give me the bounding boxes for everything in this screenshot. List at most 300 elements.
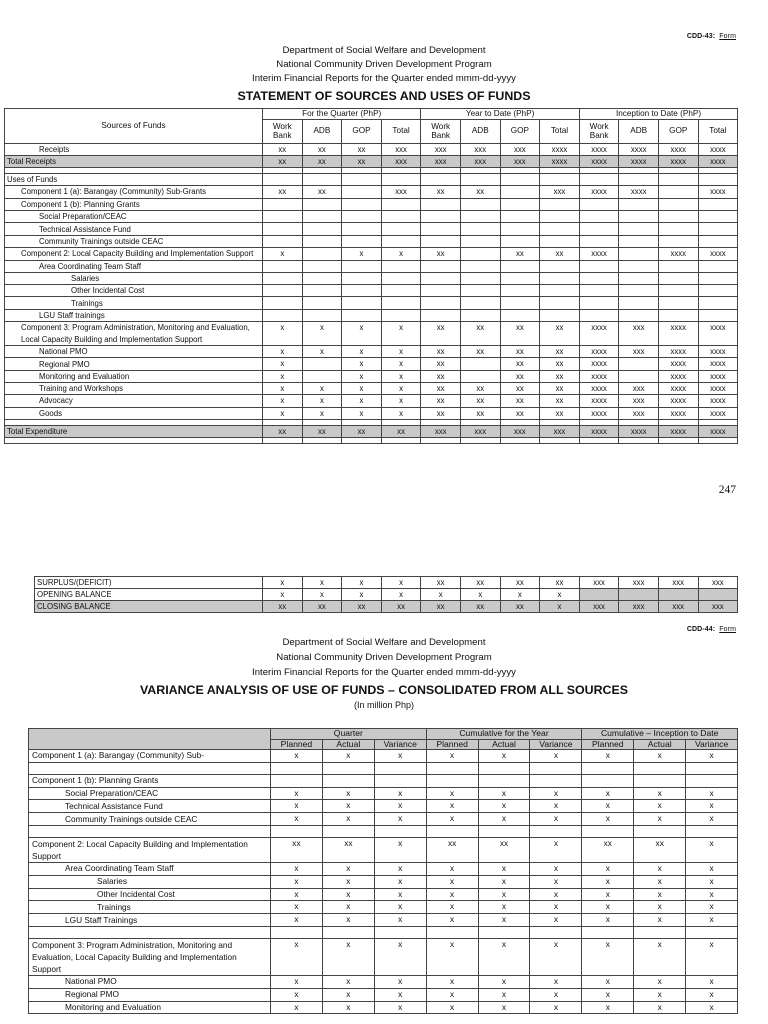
value-cell: x <box>374 938 426 975</box>
value-cell: xx <box>421 382 461 394</box>
value-cell <box>698 309 738 321</box>
value-cell: x <box>634 975 686 988</box>
value-cell: xx <box>460 186 500 199</box>
value-cell: xxx <box>421 425 461 437</box>
table-row <box>5 211 738 223</box>
value-cell <box>619 285 659 297</box>
value-cell: x <box>263 382 303 394</box>
value-cell <box>698 272 738 284</box>
value-cell <box>698 285 738 297</box>
row-label: Goods <box>5 407 263 419</box>
value-cell: xxxx <box>658 358 698 370</box>
empty-cell <box>478 825 530 837</box>
value-cell: x <box>582 862 634 875</box>
empty-cell <box>381 438 421 444</box>
value-cell <box>698 198 738 210</box>
value-cell <box>698 589 738 601</box>
row-label: Salaries <box>29 875 271 888</box>
subcol-header: GOP <box>658 119 698 143</box>
value-cell: xx <box>302 143 342 155</box>
value-cell: x <box>634 901 686 914</box>
value-cell <box>579 235 619 247</box>
value-cell: x <box>582 975 634 988</box>
value-cell: xxx <box>540 425 580 437</box>
empty-cell <box>634 762 686 774</box>
value-cell: x <box>426 862 478 875</box>
value-cell: x <box>302 346 342 358</box>
value-cell: x <box>322 888 374 901</box>
value-cell: x <box>530 988 582 1001</box>
value-cell <box>579 260 619 272</box>
value-cell <box>302 370 342 382</box>
value-cell: xxx <box>460 155 500 167</box>
subcol-header: GOP <box>500 119 540 143</box>
value-cell: xx <box>263 143 303 155</box>
value-cell <box>421 272 461 284</box>
variance-subtitle: (In million Php) <box>353 700 415 710</box>
value-cell <box>302 198 342 210</box>
value-cell: x <box>263 322 303 346</box>
value-cell <box>658 235 698 247</box>
value-cell: xxxx <box>698 382 738 394</box>
balances-table <box>34 576 738 613</box>
group-header-ytd: Year to Date (PhP) <box>421 109 579 120</box>
subcol-header: ADB <box>302 119 342 143</box>
subcol-header: Variance <box>686 739 738 750</box>
value-cell <box>500 285 540 297</box>
value-cell <box>381 211 421 223</box>
value-cell: x <box>540 601 580 613</box>
value-cell: x <box>381 395 421 407</box>
table-row <box>29 888 738 901</box>
value-cell: x <box>271 787 323 800</box>
value-cell: x <box>530 914 582 927</box>
table-row <box>5 285 738 297</box>
value-cell: x <box>478 888 530 901</box>
value-cell: xxxx <box>658 155 698 167</box>
subcol-header: Total <box>381 119 421 143</box>
value-cell: x <box>426 1001 478 1014</box>
value-cell: x <box>634 1001 686 1014</box>
value-cell: xxx <box>421 155 461 167</box>
value-cell <box>421 309 461 321</box>
header-line-1: Department of Social Welfare and Development <box>282 637 486 648</box>
value-cell <box>698 260 738 272</box>
form-link[interactable]: Form <box>719 626 736 633</box>
value-cell: xx <box>342 601 382 613</box>
value-cell <box>421 174 461 186</box>
value-cell: x <box>478 988 530 1001</box>
value-cell <box>460 248 500 261</box>
value-cell: x <box>530 787 582 800</box>
value-cell <box>619 297 659 309</box>
statement-title: STATEMENT OF SOURCES AND USES OF FUNDS <box>237 89 531 103</box>
value-cell: x <box>374 813 426 826</box>
value-cell: x <box>478 862 530 875</box>
value-cell: xx <box>460 322 500 346</box>
value-cell: xxx <box>500 143 540 155</box>
value-cell: x <box>374 988 426 1001</box>
value-cell <box>263 174 303 186</box>
empty-cell <box>540 438 580 444</box>
value-cell: xx <box>421 370 461 382</box>
value-cell: x <box>302 407 342 419</box>
empty-cell <box>421 438 461 444</box>
value-cell <box>460 260 500 272</box>
value-cell: xxxx <box>579 425 619 437</box>
row-label: CLOSING BALANCE <box>35 601 263 613</box>
value-cell: x <box>322 787 374 800</box>
empty-cell <box>374 926 426 938</box>
variance-table <box>28 728 738 1014</box>
value-cell: x <box>686 875 738 888</box>
variance-label-header <box>29 729 271 750</box>
value-cell: x <box>686 1001 738 1014</box>
value-cell: x <box>271 813 323 826</box>
value-cell: x <box>478 813 530 826</box>
value-cell: xxx <box>698 577 738 589</box>
value-cell: xx <box>634 837 686 862</box>
value-cell <box>698 223 738 235</box>
empty-cell <box>271 825 323 837</box>
value-cell: x <box>342 248 382 261</box>
value-cell <box>500 211 540 223</box>
value-cell <box>342 285 382 297</box>
value-cell: x <box>322 813 374 826</box>
table-row <box>5 248 738 261</box>
value-cell: xx <box>460 346 500 358</box>
value-cell: xx <box>500 248 540 261</box>
value-cell: xxxx <box>619 143 659 155</box>
value-cell <box>302 309 342 321</box>
table-row <box>5 186 738 199</box>
value-cell: xx <box>342 143 382 155</box>
value-cell: x <box>582 800 634 813</box>
value-cell: x <box>478 875 530 888</box>
value-cell: x <box>381 358 421 370</box>
form-code-label: CDD-43: <box>686 33 716 40</box>
value-cell <box>619 260 659 272</box>
value-cell: x <box>374 875 426 888</box>
value-cell <box>540 235 580 247</box>
value-cell: x <box>263 577 303 589</box>
value-cell: xx <box>421 346 461 358</box>
value-cell: x <box>426 875 478 888</box>
value-cell: xxxx <box>540 155 580 167</box>
value-cell: xxxx <box>698 155 738 167</box>
value-cell: x <box>271 938 323 975</box>
empty-cell <box>530 825 582 837</box>
value-cell: x <box>271 901 323 914</box>
table-row <box>29 825 738 837</box>
empty-cell <box>579 438 619 444</box>
value-cell: x <box>530 837 582 862</box>
table-row <box>29 774 738 787</box>
table-row <box>5 322 738 346</box>
value-cell: x <box>271 750 323 763</box>
row-label: Trainings <box>5 297 263 309</box>
value-cell <box>263 211 303 223</box>
value-cell <box>460 198 500 210</box>
value-cell <box>658 309 698 321</box>
subcol-header: Actual <box>478 739 530 750</box>
value-cell: xx <box>540 382 580 394</box>
value-cell: xx <box>302 186 342 199</box>
value-cell <box>263 235 303 247</box>
table-row <box>29 1001 738 1014</box>
value-cell: x <box>342 346 382 358</box>
empty-cell <box>530 762 582 774</box>
row-label: LGU Staff trainings <box>5 309 263 321</box>
subcol-header: GOP <box>342 119 382 143</box>
value-cell <box>634 774 686 787</box>
value-cell: xx <box>381 425 421 437</box>
empty-cell <box>374 825 426 837</box>
row-label: Trainings <box>29 901 271 914</box>
header-line-1: Department of Social Welfare and Development <box>282 45 486 56</box>
value-cell: xxxx <box>619 186 659 199</box>
value-cell: xx <box>426 837 478 862</box>
row-label: Component 3: Program Administration, Monitoring and Evaluation, Local Capacity Building and Implementation Support <box>5 322 263 346</box>
value-cell: x <box>426 988 478 1001</box>
value-cell <box>342 174 382 186</box>
value-cell: x <box>302 395 342 407</box>
subcol-header: Variance <box>374 739 426 750</box>
value-cell <box>302 272 342 284</box>
empty-cell <box>478 926 530 938</box>
value-cell: xx <box>582 837 634 862</box>
value-cell: x <box>263 370 303 382</box>
value-cell: x <box>634 988 686 1001</box>
value-cell: x <box>322 988 374 1001</box>
value-cell <box>381 174 421 186</box>
value-cell: x <box>271 800 323 813</box>
value-cell <box>381 260 421 272</box>
value-cell: xx <box>302 155 342 167</box>
value-cell: xx <box>342 425 382 437</box>
value-cell <box>500 198 540 210</box>
row-label: Social Preparation/CEAC <box>29 787 271 800</box>
value-cell <box>302 223 342 235</box>
empty-cell <box>29 926 271 938</box>
value-cell: x <box>322 914 374 927</box>
value-cell <box>658 223 698 235</box>
header-line-2: National Community Driven Development Program <box>276 59 492 70</box>
header-line-2: National Community Driven Development Program <box>276 652 492 663</box>
value-cell: xx <box>500 358 540 370</box>
value-cell: x <box>342 370 382 382</box>
value-cell: x <box>263 358 303 370</box>
value-cell: x <box>686 787 738 800</box>
value-cell: xxx <box>500 155 540 167</box>
value-cell: xx <box>500 346 540 358</box>
value-cell: xxxx <box>579 346 619 358</box>
value-cell <box>302 285 342 297</box>
value-cell <box>342 186 382 199</box>
value-cell: x <box>263 346 303 358</box>
value-cell: x <box>302 322 342 346</box>
value-cell: x <box>530 975 582 988</box>
value-cell: xx <box>500 382 540 394</box>
value-cell: x <box>686 750 738 763</box>
value-cell: x <box>634 787 686 800</box>
value-cell: xxx <box>579 601 619 613</box>
value-cell: xxx <box>619 395 659 407</box>
value-cell: x <box>582 901 634 914</box>
value-cell: xx <box>263 186 303 199</box>
value-cell <box>263 198 303 210</box>
row-label: Component 1 (a): Barangay (Community) Sub- <box>29 750 271 763</box>
row-label: Component 1 (a): Barangay (Community) Sub-Grants <box>5 186 263 199</box>
value-cell: x <box>478 1001 530 1014</box>
value-cell <box>619 174 659 186</box>
row-label: Total Expenditure <box>5 425 263 437</box>
value-cell <box>342 297 382 309</box>
value-cell: x <box>686 938 738 975</box>
value-cell: xxxx <box>658 425 698 437</box>
value-cell: x <box>478 938 530 975</box>
value-cell <box>381 198 421 210</box>
value-cell: xx <box>540 322 580 346</box>
table-row <box>29 938 738 975</box>
value-cell <box>658 260 698 272</box>
value-cell: x <box>634 938 686 975</box>
table-row <box>5 407 738 419</box>
value-cell: xx <box>421 577 461 589</box>
value-cell: xx <box>421 601 461 613</box>
value-cell: xx <box>302 601 342 613</box>
value-cell: x <box>374 862 426 875</box>
value-cell: xxx <box>381 143 421 155</box>
form-link[interactable]: Form <box>719 33 736 40</box>
value-cell: xxx <box>381 155 421 167</box>
value-cell: xx <box>540 358 580 370</box>
value-cell <box>540 223 580 235</box>
value-cell: x <box>686 975 738 988</box>
value-cell: xx <box>460 577 500 589</box>
value-cell <box>381 285 421 297</box>
empty-cell <box>478 762 530 774</box>
value-cell: x <box>530 862 582 875</box>
value-cell: xx <box>302 425 342 437</box>
empty-cell <box>634 825 686 837</box>
row-label: Area Coordinating Team Staff <box>5 260 263 272</box>
value-cell <box>381 223 421 235</box>
value-cell: xxxx <box>579 248 619 261</box>
value-cell <box>302 260 342 272</box>
value-cell: xxxx <box>619 425 659 437</box>
value-cell <box>579 198 619 210</box>
value-cell <box>540 211 580 223</box>
value-cell <box>658 297 698 309</box>
value-cell <box>342 260 382 272</box>
value-cell <box>619 309 659 321</box>
subcol-header: Work Bank <box>263 119 303 143</box>
value-cell: x <box>686 988 738 1001</box>
value-cell <box>421 235 461 247</box>
empty-cell <box>426 926 478 938</box>
value-cell: xx <box>540 248 580 261</box>
value-cell: x <box>582 750 634 763</box>
group-header-quarter: For the Quarter (PhP) <box>263 109 421 120</box>
value-cell: x <box>322 938 374 975</box>
row-label: Social Preparation/CEAC <box>5 211 263 223</box>
row-label: Component 1 (b): Planning Grants <box>5 198 263 210</box>
value-cell: x <box>342 382 382 394</box>
value-cell <box>460 272 500 284</box>
value-cell <box>619 370 659 382</box>
value-cell <box>579 285 619 297</box>
table-row <box>29 988 738 1001</box>
value-cell <box>619 358 659 370</box>
value-cell <box>579 223 619 235</box>
row-label: Monitoring and Evaluation <box>5 370 263 382</box>
value-cell <box>658 198 698 210</box>
empty-cell <box>460 438 500 444</box>
value-cell: xx <box>500 601 540 613</box>
value-cell <box>263 260 303 272</box>
row-label: Area Coordinating Team Staff <box>29 862 271 875</box>
value-cell <box>460 358 500 370</box>
value-cell <box>500 235 540 247</box>
value-cell: xx <box>540 346 580 358</box>
value-cell: x <box>478 975 530 988</box>
empty-cell <box>29 762 271 774</box>
row-label: National PMO <box>5 346 263 358</box>
value-cell: xxxx <box>579 370 619 382</box>
value-cell: x <box>686 813 738 826</box>
value-cell <box>460 285 500 297</box>
value-cell <box>579 589 619 601</box>
table-row <box>29 875 738 888</box>
value-cell: x <box>540 589 580 601</box>
value-cell: x <box>426 914 478 927</box>
value-cell: xxxx <box>579 395 619 407</box>
table-row <box>5 272 738 284</box>
table-row <box>29 862 738 875</box>
value-cell: xx <box>500 407 540 419</box>
value-cell <box>302 358 342 370</box>
value-cell <box>421 211 461 223</box>
empty-cell <box>582 825 634 837</box>
value-cell: x <box>342 577 382 589</box>
value-cell <box>579 297 619 309</box>
value-cell: xxxx <box>698 248 738 261</box>
value-cell <box>421 297 461 309</box>
value-cell: xx <box>540 370 580 382</box>
value-cell <box>698 297 738 309</box>
value-cell: x <box>322 750 374 763</box>
value-cell: x <box>500 589 540 601</box>
value-cell: xx <box>263 155 303 167</box>
value-cell <box>658 174 698 186</box>
value-cell: x <box>271 914 323 927</box>
value-cell <box>460 309 500 321</box>
value-cell: x <box>374 914 426 927</box>
value-cell: xxxx <box>579 322 619 346</box>
value-cell: x <box>342 589 382 601</box>
value-cell <box>263 297 303 309</box>
value-cell: x <box>374 800 426 813</box>
group-header-inception: Cumulative – Inception to Date <box>582 729 738 740</box>
value-cell <box>342 235 382 247</box>
balance-row <box>35 577 738 589</box>
row-label: Technical Assistance Fund <box>5 223 263 235</box>
subcol-header: Planned <box>426 739 478 750</box>
value-cell: x <box>426 901 478 914</box>
row-label: Receipts <box>5 143 263 155</box>
value-cell: x <box>426 787 478 800</box>
